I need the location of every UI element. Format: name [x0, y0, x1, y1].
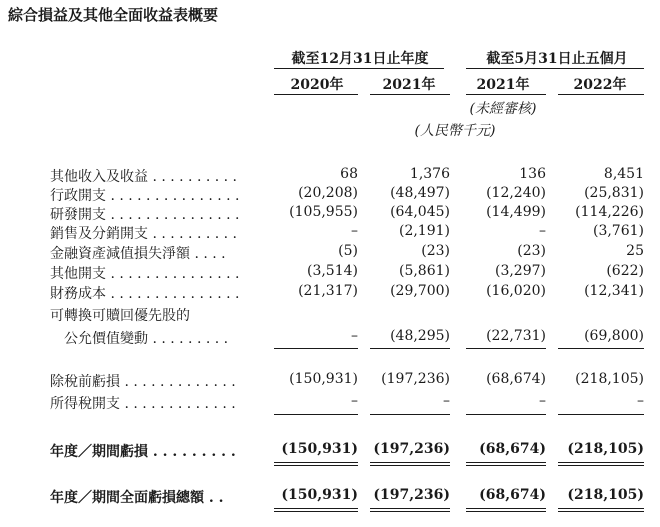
cell-period-loss-2022: (218,105) [567, 441, 644, 457]
row-label-admin-expenses: 行政開支 . . . . . . . . . . . . . . . [50, 188, 240, 204]
cell-finance-costs-2022: (12,341) [584, 283, 644, 299]
rule-after-period-loss-double-2021a [370, 465, 450, 466]
header-group-rule-2 [466, 68, 644, 69]
cell-finance-costs-2021b: (16,020) [486, 283, 546, 299]
header-year-2022: 2022年 [573, 77, 627, 93]
header-group-rule-1 [274, 68, 444, 69]
rule-after-period-loss-double-2022 [558, 465, 644, 466]
rule-after-period-loss-2021a [370, 462, 450, 463]
row-label-loss-before-tax: 除稅前虧損 . . . . . . . . . . . . . [50, 374, 236, 390]
cell-fair-value-changes-2022: (69,800) [584, 328, 644, 344]
cell-admin-expenses-2020: (20,208) [298, 185, 358, 201]
cell-selling-expenses-2021b: – [539, 223, 546, 239]
rule-after-total-loss-2021b [466, 508, 546, 509]
rule-after-period-loss-double-2021b [466, 465, 546, 466]
header-year-rule-4 [558, 94, 644, 95]
page-title: 綜合損益及其他全面收益表概要 [8, 6, 219, 24]
rule-after-fair-value-2022 [558, 348, 644, 349]
cell-other-expenses-2021a: (5,861) [398, 263, 450, 279]
cell-rnd-expenses-2020: (105,955) [289, 204, 358, 220]
cell-finance-costs-2020: (21,317) [298, 283, 358, 299]
cell-admin-expenses-2022: (25,831) [584, 185, 644, 201]
currency-note: (人民幣千元) [414, 123, 496, 139]
rule-after-income-tax-2020 [274, 414, 358, 415]
cell-admin-expenses-2021b: (12,240) [486, 185, 546, 201]
cell-loss-before-tax-2021b: (68,674) [486, 371, 546, 387]
cell-loss-before-tax-2022: (218,105) [575, 371, 644, 387]
row-label-fair-value-changes: 公允價值變動 . . . . . . . . . [50, 331, 229, 347]
header-year-rule-2 [370, 94, 450, 95]
header-year-rule-3 [466, 94, 546, 95]
row-label-income-tax: 所得稅開支 . . . . . . . . . . . . . [50, 396, 236, 412]
cell-finance-costs-2021a: (29,700) [390, 283, 450, 299]
row-label-rnd-expenses: 研發開支 . . . . . . . . . . . . . . . [50, 207, 240, 223]
row-label-preferred-shares-line-1: 可轉換可贖回優先股的 [50, 308, 190, 324]
cell-other-income-2021b: 136 [519, 166, 546, 182]
cell-other-expenses-2020: (3,514) [306, 263, 358, 279]
cell-income-tax-2021b: – [539, 393, 546, 409]
rule-after-total-loss-2020 [274, 508, 358, 509]
header-group-five-months: 截至5月31日止五個月 [486, 51, 628, 67]
cell-selling-expenses-2020: – [351, 223, 358, 239]
cell-total-comprehensive-loss-2022: (218,105) [567, 487, 644, 503]
cell-period-loss-2020: (150,931) [281, 441, 358, 457]
cell-admin-expenses-2021a: (48,497) [390, 185, 450, 201]
cell-loss-before-tax-2021a: (197,236) [381, 371, 450, 387]
header-year-rule-1 [274, 94, 358, 95]
row-label-total-comprehensive-loss: 年度／期間全面虧損總額 . . [50, 490, 224, 506]
row-label-finance-costs: 財務成本 . . . . . . . . . . . . . . . [50, 286, 240, 302]
header-year-2021-b: 2021年 [476, 77, 530, 93]
cell-impairment-losses-2021a: (23) [421, 243, 450, 259]
row-label-impairment-losses: 金融資產減值損失淨額 . . . . [50, 246, 226, 262]
cell-rnd-expenses-2022: (114,226) [575, 204, 644, 220]
rule-after-total-loss-double-2021b [466, 511, 546, 512]
cell-income-tax-2021a: – [443, 393, 450, 409]
header-year-2020: 2020年 [290, 77, 344, 93]
cell-impairment-losses-2022: 25 [626, 243, 644, 259]
rule-after-total-loss-2022 [558, 508, 644, 509]
rule-after-period-loss-2020 [274, 462, 358, 463]
rule-after-income-tax-2022 [558, 414, 644, 415]
cell-other-income-2021a: 1,376 [409, 166, 450, 182]
cell-impairment-losses-2020: (5) [338, 243, 358, 259]
cell-selling-expenses-2021a: (2,191) [398, 223, 450, 239]
cell-total-comprehensive-loss-2021a: (197,236) [373, 487, 450, 503]
cell-other-income-2020: 68 [340, 166, 358, 182]
rule-after-income-tax-2021b [466, 414, 546, 415]
cell-fair-value-changes-2021a: (48,295) [390, 328, 450, 344]
rule-after-total-loss-2021a [370, 508, 450, 509]
cell-fair-value-changes-2020: – [351, 328, 358, 344]
cell-rnd-expenses-2021b: (14,499) [486, 204, 546, 220]
cell-other-income-2022: 8,451 [603, 166, 644, 182]
cell-other-expenses-2022: (622) [606, 263, 644, 279]
row-label-other-income: 其他收入及收益 . . . . . . . . . . [50, 169, 238, 185]
cell-total-comprehensive-loss-2020: (150,931) [281, 487, 358, 503]
unaudited-note: (未經審核) [469, 101, 537, 117]
cell-other-expenses-2021b: (3,297) [494, 263, 546, 279]
rule-after-total-loss-double-2020 [274, 511, 358, 512]
cell-income-tax-2022: – [637, 393, 644, 409]
row-label-other-expenses: 其他開支 . . . . . . . . . . . . . . . [50, 266, 240, 282]
rule-after-period-loss-2021b [466, 462, 546, 463]
cell-fair-value-changes-2021b: (22,731) [486, 328, 546, 344]
rule-after-total-loss-double-2021a [370, 511, 450, 512]
rule-after-period-loss-2022 [558, 462, 644, 463]
rule-after-total-loss-double-2022 [558, 511, 644, 512]
cell-loss-before-tax-2020: (150,931) [289, 371, 358, 387]
rule-after-income-tax-2021a [370, 414, 450, 415]
rule-after-fair-value-2021a [370, 348, 450, 349]
cell-period-loss-2021b: (68,674) [479, 441, 546, 457]
cell-selling-expenses-2022: (3,761) [592, 223, 644, 239]
rule-after-period-loss-double-2020 [274, 465, 358, 466]
cell-total-comprehensive-loss-2021b: (68,674) [479, 487, 546, 503]
header-group-fiscal-year: 截至12月31日止年度 [291, 51, 429, 67]
rule-after-fair-value-2021b [466, 348, 546, 349]
header-year-2021-a: 2021年 [382, 77, 436, 93]
cell-impairment-losses-2021b: (23) [517, 243, 546, 259]
cell-rnd-expenses-2021a: (64,045) [390, 204, 450, 220]
cell-income-tax-2020: – [351, 393, 358, 409]
cell-period-loss-2021a: (197,236) [373, 441, 450, 457]
row-label-period-loss: 年度／期間虧損 . . . . . . . . . [50, 444, 236, 460]
rule-after-fair-value-2020 [274, 348, 358, 349]
row-label-selling-expenses: 銷售及分銷開支 . . . . . . . . . . [50, 226, 238, 242]
